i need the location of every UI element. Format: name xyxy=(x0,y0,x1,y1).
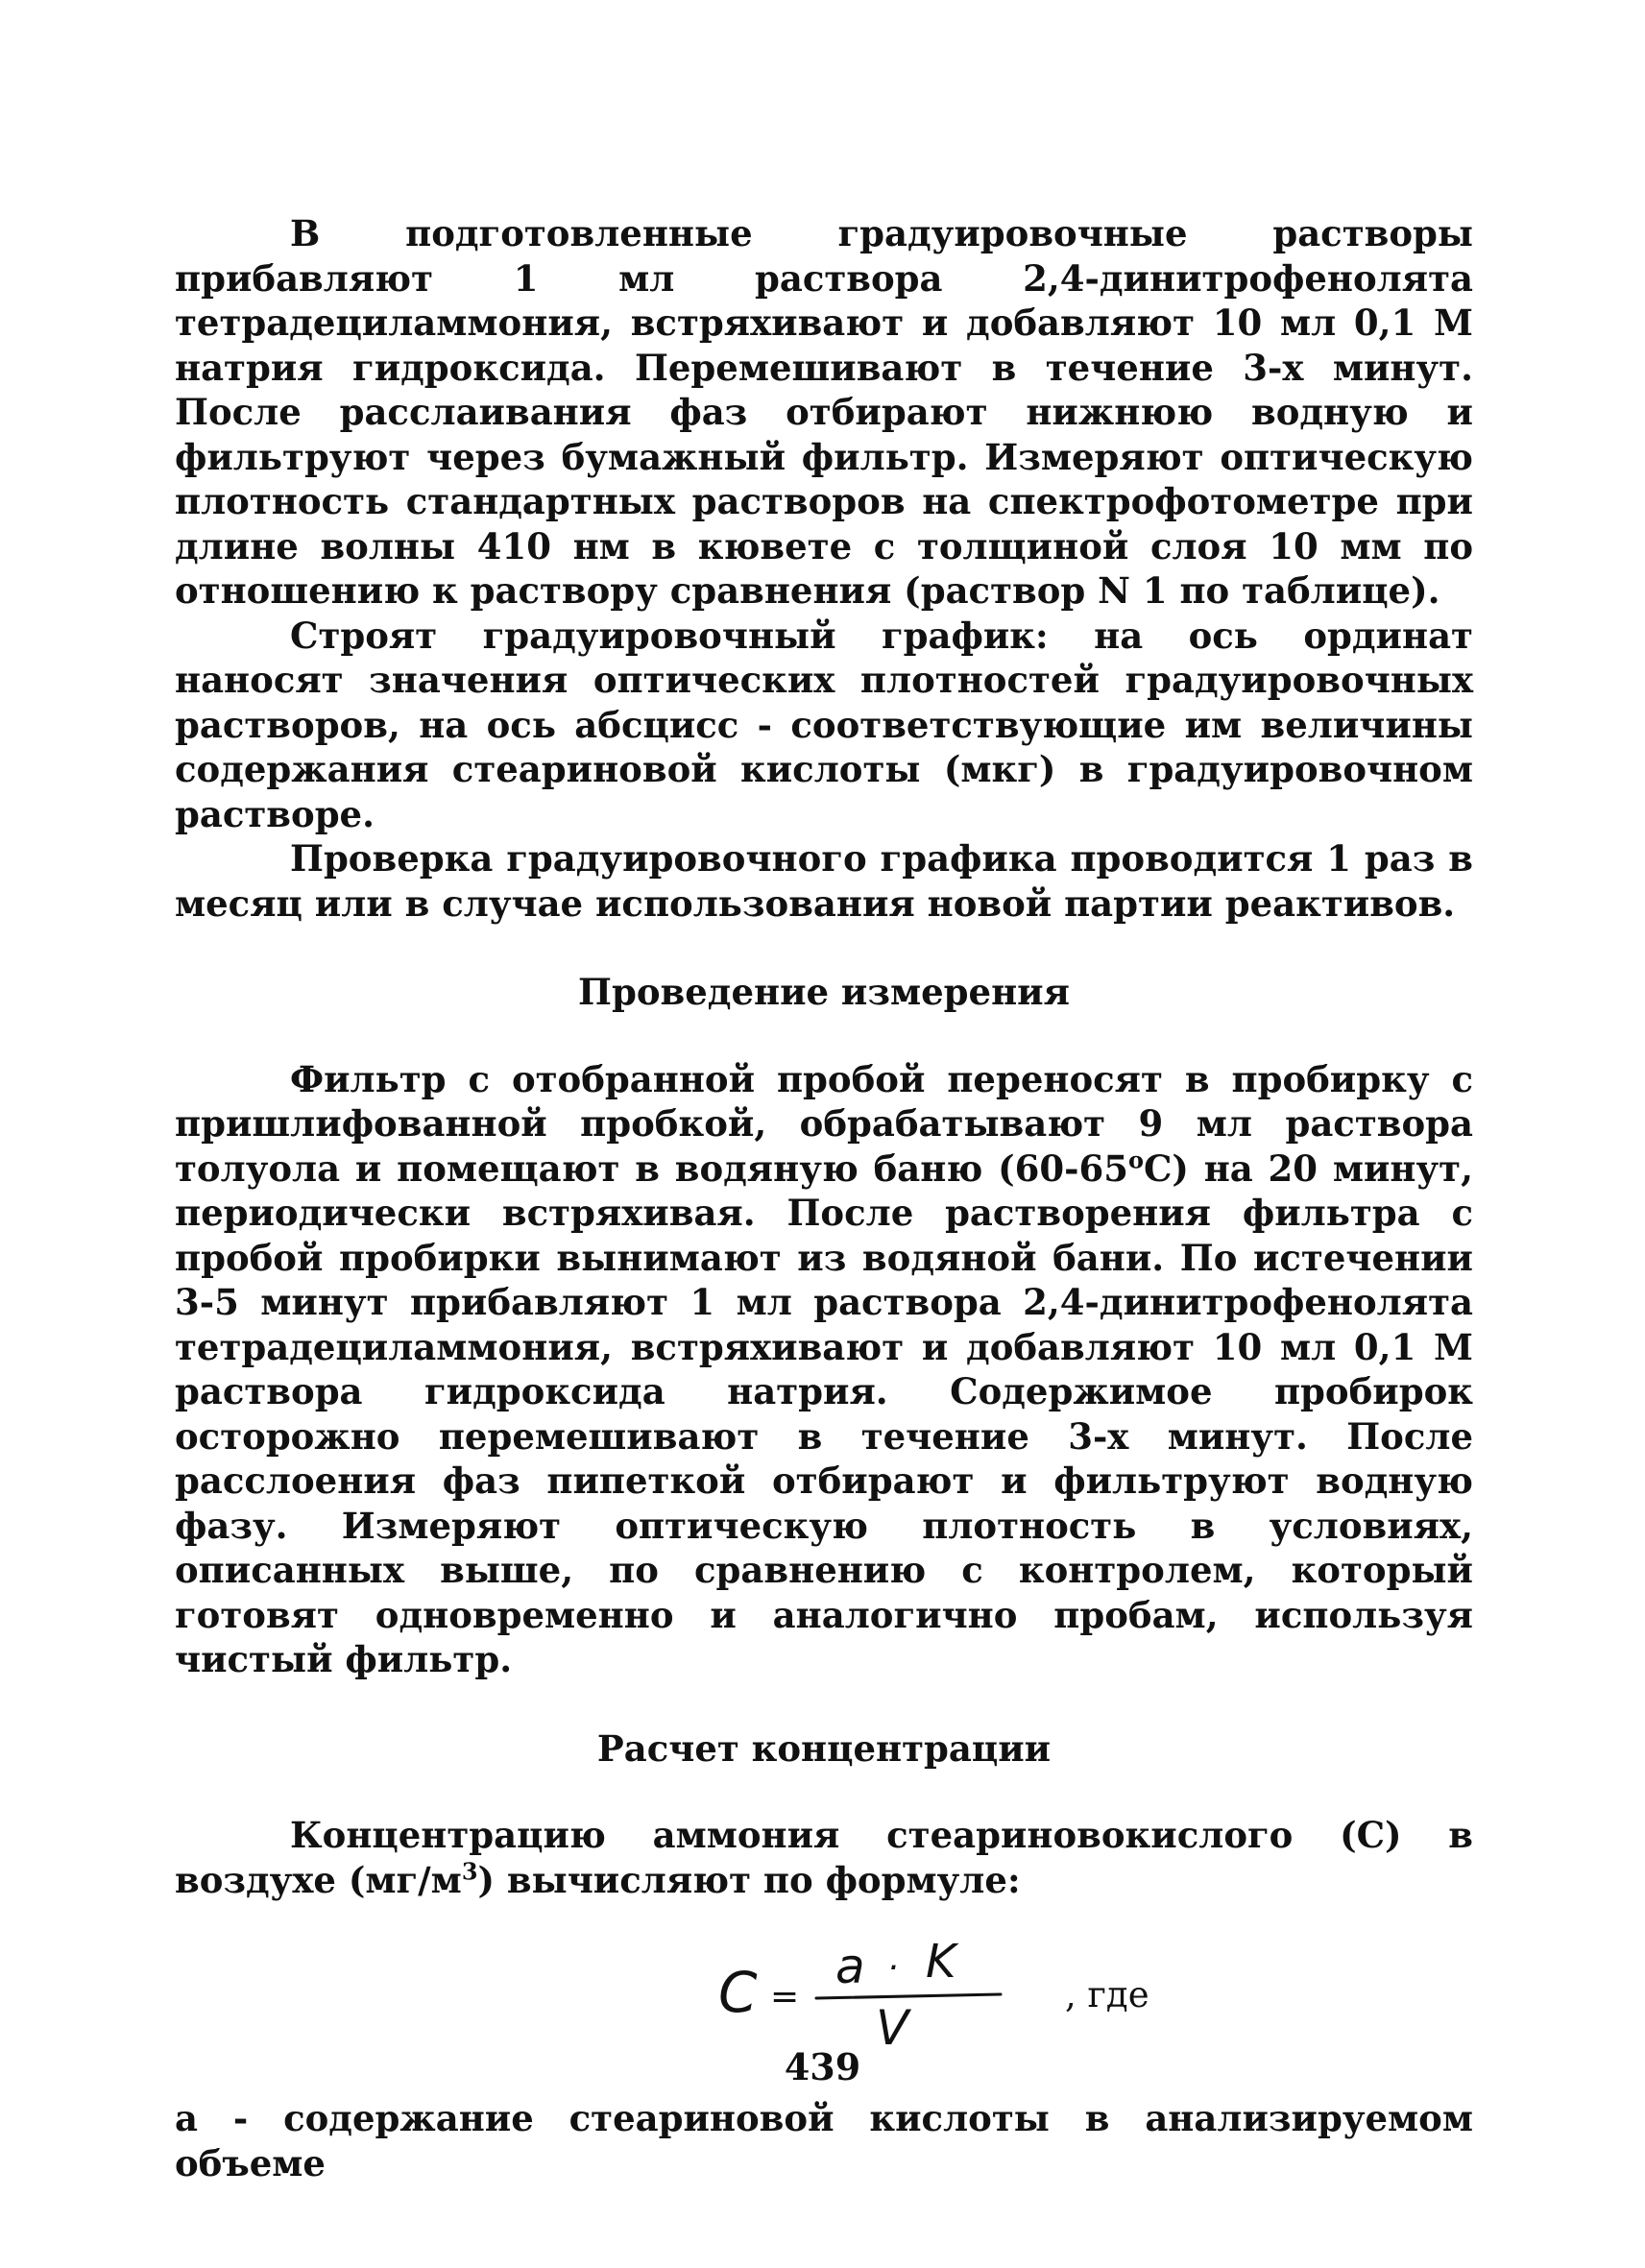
formula-dot: · xyxy=(887,1948,899,1988)
formula-numerator-a: a xyxy=(835,1939,865,1994)
calculation-text-part2: ) вычисляют по формуле: xyxy=(477,1858,1021,1901)
formula-lhs-c: C xyxy=(718,1960,758,2025)
fraction-line xyxy=(816,1994,1001,1998)
measurement-text-part2: С) на 20 минут, периодически встряхивая. После растворения фильтра с пробой пробирки вынимают из водяной бани. По истечении 3-5 минут прибавляют 1 мл раствора 2,4-динитрофенолята тетрадециламмония, встряхивают и добавляют 10 мл 0,1 М раствора гидроксида натрия. Содержимое пробирок осторожно перемешивают в течение 3-х минут. После расслоения фаз пипеткой отбирают и фильтруют водную фазу. Измеряют оптическую плотность в условиях, описанных выше, по сравнению с контролем, который готовят одновременно и аналогично пробам, используя чистый фильтр. xyxy=(175,1146,1473,1680)
page-number: 439 xyxy=(784,2045,861,2088)
heading-calculation: Расчет концентрации xyxy=(596,1726,1052,1770)
concentration-formula xyxy=(713,1935,1020,2060)
degree-superscript: о xyxy=(1127,1146,1144,1174)
definition-a: а - содержание стеариновой кислоты в анализируемом объеме xyxy=(175,2097,1473,2184)
formula-row xyxy=(175,1935,1473,2060)
formula-equals: = xyxy=(770,1977,800,2016)
paragraph-calibration-check: Проверка градуировочного графика проводится 1 раз в месяц или в случае использования новой партии реактивов. xyxy=(175,837,1473,925)
calculation-text-part1: Концентрацию аммония стеариновокислого (С) в воздухе (мг/м xyxy=(175,1814,1473,1901)
heading-measurement: Проведение измерения xyxy=(578,971,1070,1013)
paragraph-measurement xyxy=(175,1057,1473,1682)
formula-denominator-v: V xyxy=(876,2000,909,2056)
cubic-superscript: 3 xyxy=(461,1857,478,1886)
paragraph-calibration-graph: Строят градуировочный график: на ось ординат наносят значения оптических плотностей градуировочных растворов, на ось абсцисс - соответствующие им величины содержания стеариновой кислоты (мкг) в градуировочном растворе. xyxy=(175,614,1473,835)
paragraph-calibration-prep: В подготовленные градуировочные растворы прибавляют 1 мл раствора 2,4-динитрофенолята тетрадециламмония, встряхивают и добавляют 10 мл 0,1 М натрия гидроксида. Перемешивают в течение 3-х минут. После расслаивания фаз отбирают нижнюю водную и фильтруют через бумажный фильтр. Измеряют оптическую плотность стандартных растворов на спектрофотометре при длине волны 410 нм в кювете с толщиной слоя 10 мм по отношению к раствору сравнения (раствор N 1 по таблице). xyxy=(175,212,1473,612)
formula-numerator-k: K xyxy=(926,1935,956,1989)
formula-where-label: , где xyxy=(1065,1974,1149,2015)
measurement-text-part1: Фильтр с отобранной пробой переносят в пробирку с пришлифованной пробкой, обрабатывают 9 мл раствора толуола и помещают в водяную баню (60-65 xyxy=(175,1057,1473,1190)
document-page xyxy=(175,211,1473,2185)
paragraph-calculation xyxy=(175,1813,1473,1902)
